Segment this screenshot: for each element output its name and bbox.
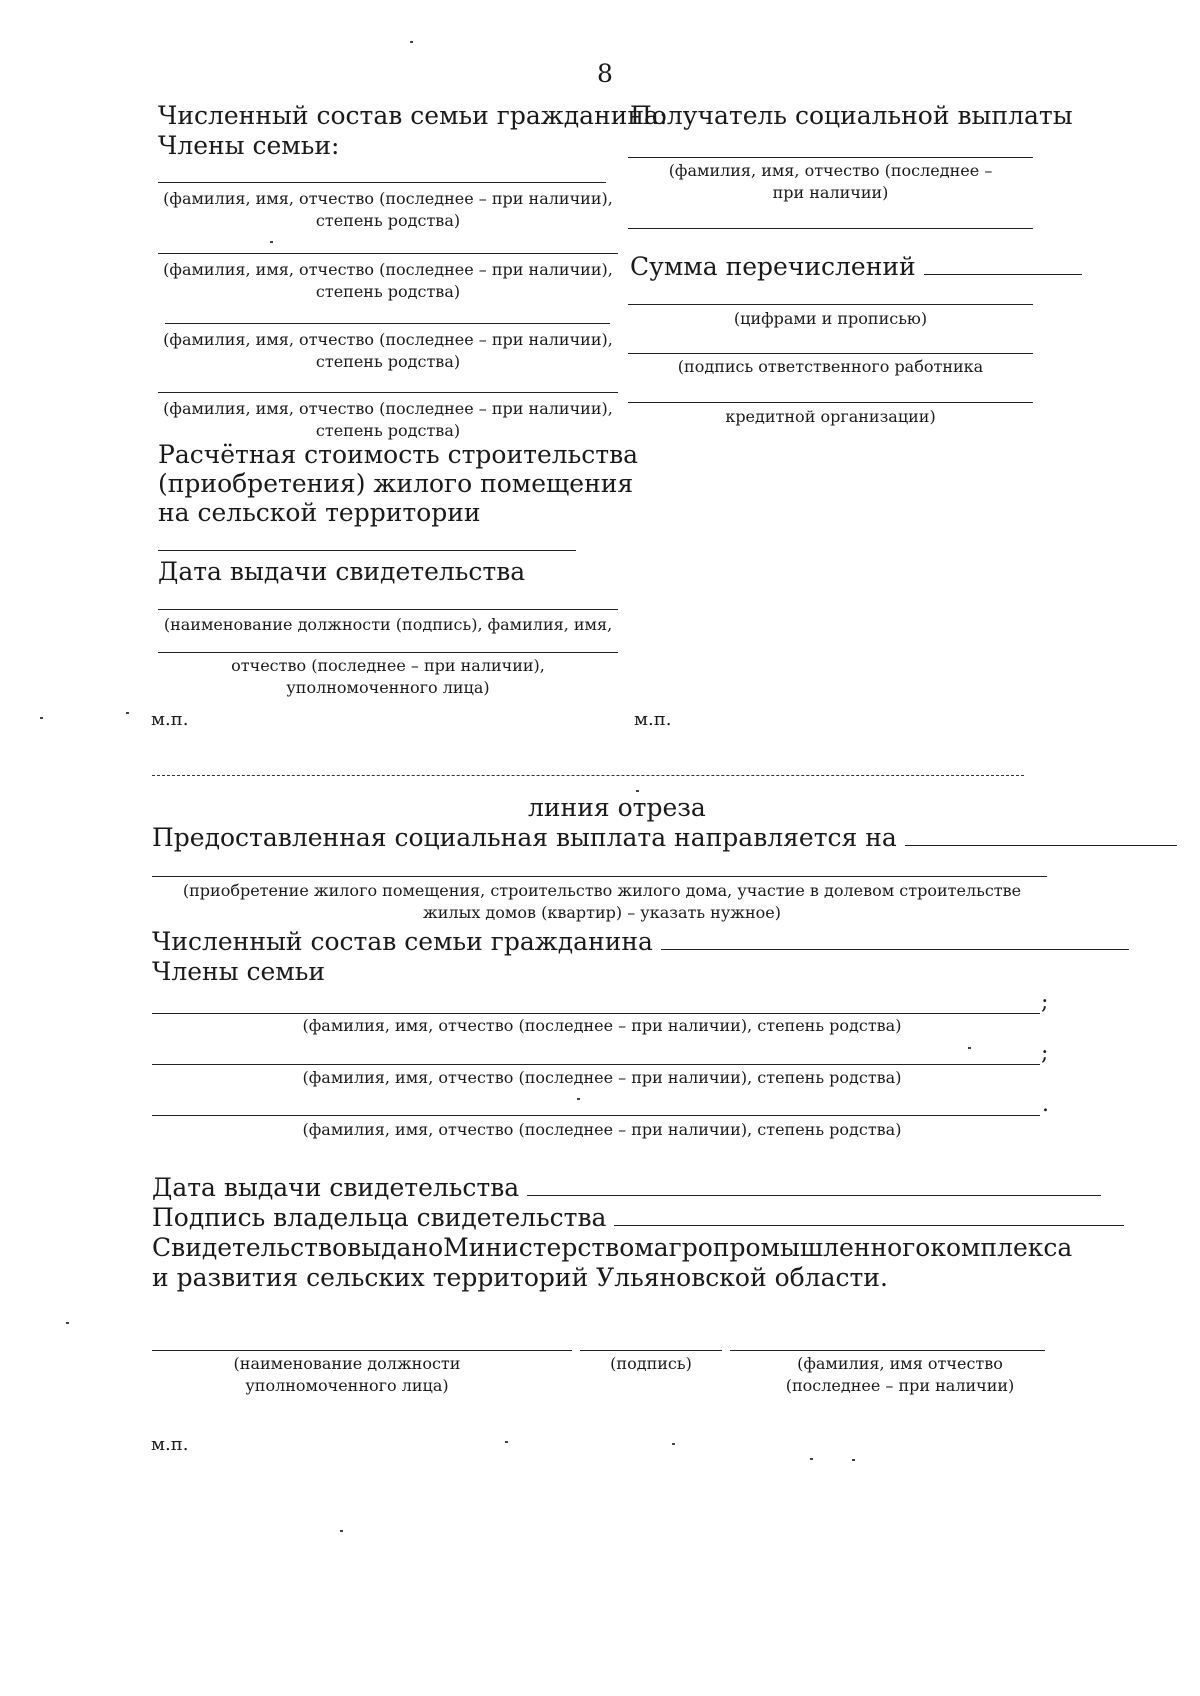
position-line[interactable] xyxy=(152,1350,572,1351)
lower-member-caption: (фамилия, имя, отчество (последнее – при наличии), степень родства) xyxy=(302,1016,902,1035)
purpose-caption: (приобретение жилого помещения, строительство жилого дома, участие в долевом строительстве жилых домов (квартир) – указать нужное) xyxy=(182,881,1022,922)
member-line[interactable] xyxy=(165,323,610,324)
signature-line[interactable] xyxy=(580,1350,722,1351)
cost-label-line-1: Расчётная стоимость строительства xyxy=(158,440,639,469)
payment-purpose-label: Предоставленная социальная выплата направляется на xyxy=(152,822,1177,854)
bank-signature-caption: (подпись ответственного работника xyxy=(677,357,984,376)
recipient-caption: (фамилия, имя, отчество (последнее – при наличии) xyxy=(668,161,993,202)
lower-issue-date-label: Дата выдачи свидетельства xyxy=(152,1172,1101,1204)
semicolon-mark: ; xyxy=(1041,990,1049,1015)
family-count-label: Численный состав семьи гражданина: xyxy=(158,101,668,130)
issued-by-line-1: Свидетельство выдано Министерством агропромышленного комплекса xyxy=(152,1233,1073,1262)
member-caption: (фамилия, имя, отчество (последнее – при наличии), степень родства) xyxy=(163,189,613,230)
cost-label-line-3: на сельской территории xyxy=(158,498,481,527)
sum-input-line[interactable] xyxy=(924,254,1082,275)
cost-input-line[interactable] xyxy=(158,550,576,551)
family-count-input[interactable] xyxy=(661,929,1129,950)
sum-caption: (цифрами и прописью) xyxy=(733,309,928,328)
lower-member-line[interactable] xyxy=(152,1064,1040,1065)
stamp-place-right: м.п. xyxy=(634,709,672,730)
sum-label: Сумма перечислений xyxy=(630,251,1082,283)
member-line[interactable] xyxy=(158,182,606,183)
name-line[interactable] xyxy=(730,1350,1045,1351)
owner-signature-input[interactable] xyxy=(614,1205,1124,1226)
period-mark: . xyxy=(1042,1092,1049,1117)
sum-line[interactable] xyxy=(628,304,1033,305)
scan-speck xyxy=(66,1322,69,1324)
scan-speck xyxy=(270,241,273,243)
issue-date-label: Дата выдачи свидетельства xyxy=(158,557,526,586)
scan-speck xyxy=(126,712,129,714)
issued-by-line-2: и развития сельских территорий Ульяновской области. xyxy=(152,1263,888,1292)
semicolon-mark: ; xyxy=(1041,1041,1049,1066)
members-label: Члены семьи: xyxy=(158,131,340,160)
member-caption: (фамилия, имя, отчество (последнее – при наличии), степень родства) xyxy=(163,330,613,371)
lower-member-caption: (фамилия, имя, отчество (последнее – при наличии), степень родства) xyxy=(302,1120,902,1139)
page-number: 8 xyxy=(597,59,613,88)
payment-purpose-line[interactable] xyxy=(152,876,1047,877)
bank-signature-line-2[interactable] xyxy=(628,402,1033,403)
scan-speck xyxy=(410,41,413,43)
scan-speck xyxy=(40,717,43,719)
member-caption: (фамилия, имя, отчество (последнее – при наличии), степень родства) xyxy=(163,260,613,301)
cut-line-label: линия отреза xyxy=(528,793,706,822)
scan-speck xyxy=(672,1443,675,1445)
lower-members-label: Члены семьи xyxy=(152,957,326,986)
scan-speck xyxy=(340,1530,343,1532)
payment-purpose-input[interactable] xyxy=(905,825,1177,846)
official-caption: (наименование должности (подпись), фамилия, имя, xyxy=(163,615,613,634)
scan-speck xyxy=(810,1458,813,1460)
official-caption-continued: отчество (последнее – при наличии), уполномоченного лица) xyxy=(231,656,545,697)
lower-member-line[interactable] xyxy=(152,1013,1040,1014)
scan-speck xyxy=(577,1098,580,1100)
lower-issue-date-input[interactable] xyxy=(527,1175,1101,1196)
official-line[interactable] xyxy=(158,652,618,653)
signature-caption: (подпись) xyxy=(610,1354,692,1373)
member-line[interactable] xyxy=(158,253,618,254)
bank-signature-caption-2: кредитной организации) xyxy=(725,407,936,426)
lower-member-caption: (фамилия, имя, отчество (последнее – при наличии), степень родства) xyxy=(302,1068,902,1087)
owner-signature-label: Подпись владельца свидетельства xyxy=(152,1202,1124,1234)
recipient-line-2[interactable] xyxy=(628,228,1033,229)
stamp-place-left: м.п. xyxy=(151,709,189,730)
stamp-place-bottom: м.п. xyxy=(151,1434,189,1455)
member-caption: (фамилия, имя, отчество (последнее – при наличии), степень родства) xyxy=(163,399,613,440)
cut-line xyxy=(152,775,1024,776)
lower-family-count-label: Численный состав семьи гражданина xyxy=(152,926,1129,958)
position-caption: (наименование должности уполномоченного лица) xyxy=(233,1354,461,1395)
recipient-line[interactable] xyxy=(628,157,1033,158)
scan-speck xyxy=(636,790,639,792)
member-line[interactable] xyxy=(158,392,618,393)
scan-speck xyxy=(505,1441,508,1443)
issue-date-line[interactable] xyxy=(158,609,618,610)
scan-speck xyxy=(968,1047,971,1049)
lower-member-line[interactable] xyxy=(152,1115,1040,1116)
recipient-label: Получатель социальной выплаты xyxy=(630,101,1073,130)
scan-speck xyxy=(852,1459,855,1461)
bank-signature-line[interactable] xyxy=(628,353,1033,354)
name-caption: (фамилия, имя отчество (последнее – при наличии) xyxy=(785,1354,1015,1395)
cost-label-line-2: (приобретения) жилого помещения xyxy=(158,469,634,498)
